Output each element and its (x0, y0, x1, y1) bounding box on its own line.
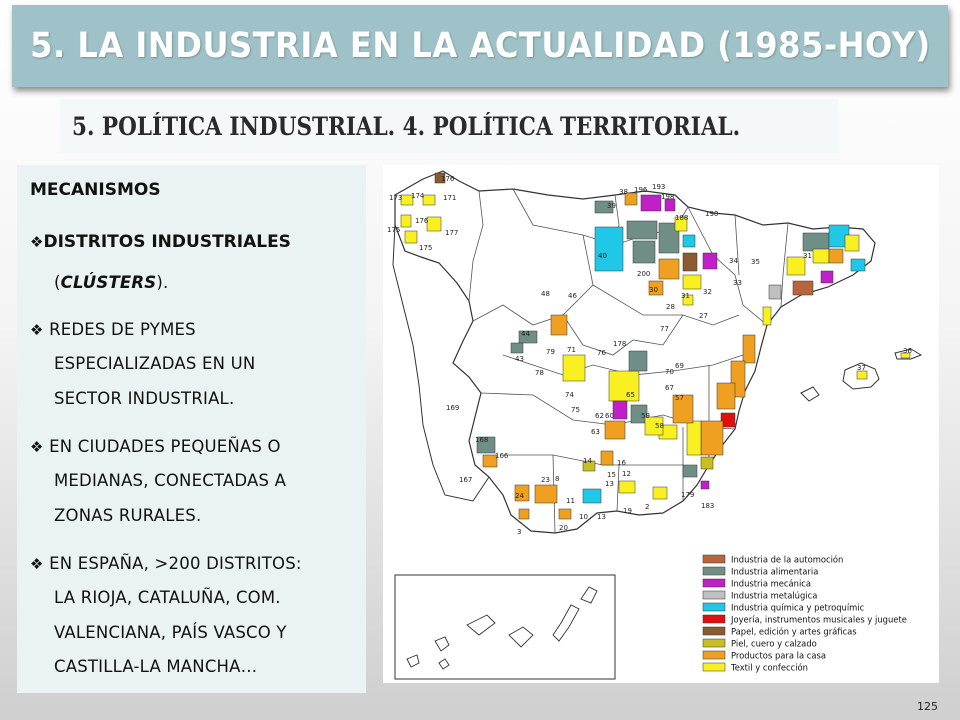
spain-line-2: LA RIOJA, CATALUÑA, COM. (54, 588, 281, 607)
legend-label: Industria de la automoción (731, 554, 844, 565)
district-label: 171 (443, 194, 457, 202)
bullet-small-cities (30, 437, 281, 456)
district-label: 59 (641, 412, 650, 420)
district-label: 16 (617, 459, 626, 467)
legend-label: Industria metalúgica (731, 590, 818, 601)
district-label: 13 (605, 480, 614, 488)
district-label: 15 (607, 471, 616, 479)
paren-open: ( (54, 273, 61, 292)
district-label: 188 (675, 214, 689, 222)
district-label: 176 (415, 217, 429, 225)
district-label: 166 (495, 452, 509, 460)
district-label: 175 (387, 226, 401, 234)
district-label: 198 (661, 193, 675, 201)
district-label: 57 (675, 394, 684, 402)
legend-label: Piel, cuero y calzado (731, 638, 817, 649)
district-label: 65 (626, 391, 635, 399)
district-label: 69 (675, 362, 684, 370)
district-label: 176 (441, 175, 455, 183)
legend-swatch (703, 591, 725, 599)
district-label: 31 (681, 292, 690, 300)
slide-title: 5. LA INDUSTRIA EN LA ACTUALIDAD (1985-HOY) (29, 26, 931, 66)
district-label: 39 (607, 202, 616, 210)
district-label: 60 (605, 412, 614, 420)
district-label: 34 (729, 257, 738, 265)
industrial-districts-map (383, 165, 939, 683)
spain-map-svg (383, 165, 939, 683)
legend-swatch (703, 555, 725, 563)
spain-line-4: CASTILLA-LA MANCHA… (54, 657, 258, 676)
district-label: 24 (515, 492, 524, 500)
legend-label: Productos para la casa (731, 650, 826, 661)
district-label: 33 (733, 279, 742, 287)
district-label: 36 (903, 347, 912, 355)
legend-swatch (703, 663, 725, 671)
slide-subtitle-bar (60, 99, 838, 153)
clusters-label: CLÚSTERS (60, 273, 157, 292)
diamond-bullet-icon: ❖ (30, 233, 44, 251)
diamond-bullet-icon: ❖ (30, 438, 44, 456)
district-label: 67 (665, 384, 674, 392)
district-label: 10 (579, 513, 588, 521)
district-label: 43 (515, 355, 524, 363)
bullet-industrial-districts (30, 232, 291, 252)
district-label: 20 (559, 524, 568, 532)
paren-close: ). (156, 273, 169, 292)
legend-label: Industria mecánica (731, 578, 812, 589)
sme-line-2: ESPECIALIZADAS EN UN (54, 354, 256, 373)
sme-line-1: REDES DE PYMES (49, 320, 196, 339)
district-label: 28 (666, 303, 675, 311)
district-label: 196 (634, 186, 648, 194)
legend-label: Industria química y petroquímic (731, 602, 865, 613)
bullet-spain-districts (30, 554, 302, 573)
ibiza-island (801, 387, 819, 401)
district-label: 3 (517, 528, 522, 536)
district-label: 177 (445, 229, 459, 237)
district-label: 46 (568, 292, 577, 300)
district-label: 58 (655, 422, 664, 430)
diamond-bullet-icon: ❖ (30, 555, 44, 573)
cities-line-3: ZONAS RURALES. (54, 506, 202, 525)
canary-islands-inset (395, 575, 615, 679)
district-label: 179 (681, 491, 695, 499)
cities-line-1: EN CIUDADES PEQUEÑAS O (49, 437, 281, 456)
page-number: 125 (917, 700, 938, 713)
legend-swatch (703, 603, 725, 611)
district-label: 200 (637, 270, 651, 278)
sme-line-3: SECTOR INDUSTRIAL. (54, 389, 235, 408)
industrial-districts-label: DISTRITOS INDUSTRIALES (43, 232, 291, 252)
district-label: 30 (649, 286, 658, 294)
slide-subtitle: 5. POLÍTICA INDUSTRIAL. 4. POLÍTICA TERRITORIAL. (72, 111, 741, 141)
mechanisms-heading: MECANISMOS (30, 180, 161, 200)
district-label: 175 (419, 244, 433, 252)
bullet-sme-networks (30, 320, 196, 339)
district-label: 62 (595, 412, 604, 420)
legend-swatch (703, 579, 725, 587)
legend-label: Textil y confección (731, 662, 808, 673)
district-label: 190 (705, 210, 719, 218)
district-label: 48 (541, 290, 550, 298)
district-label: 70 (665, 368, 674, 376)
district-label: 40 (598, 252, 607, 260)
district-label: 183 (701, 502, 715, 510)
cities-line-2: MEDIANAS, CONECTADAS A (54, 471, 287, 490)
spain-line-1: EN ESPAÑA, >200 DISTRITOS: (49, 554, 302, 573)
legend-swatch (703, 627, 725, 635)
district-label: 174 (411, 192, 425, 200)
district-label: 167 (459, 476, 473, 484)
district-label: 14 (583, 457, 592, 465)
legend-label: Papel, edición y artes gráficas (731, 626, 857, 637)
diamond-bullet-icon: ❖ (30, 321, 44, 339)
district-label: 75 (571, 406, 580, 414)
legend-swatch (703, 567, 725, 575)
district-label: 31 (803, 252, 812, 260)
district-label: 37 (857, 364, 866, 372)
district-label: 23 (541, 476, 550, 484)
district-label: 12 (622, 470, 631, 478)
legend-label: Industria alimentaria (731, 566, 819, 577)
district-label: 44 (521, 330, 530, 338)
district-label: 193 (652, 183, 666, 191)
mechanisms-panel (17, 165, 366, 693)
legend-swatch (703, 639, 725, 647)
legend-swatch (703, 651, 725, 659)
district-label: 173 (389, 194, 403, 202)
district-label: 71 (567, 346, 576, 354)
district-label: 35 (751, 258, 760, 266)
district-label: 78 (535, 369, 544, 377)
legend-swatch (703, 615, 725, 623)
district-label: 168 (475, 436, 489, 444)
district-label: 38 (619, 188, 628, 196)
district-label: 178 (613, 340, 627, 348)
slide-title-bar (12, 5, 948, 87)
mallorca-district (857, 371, 867, 379)
district-label: 19 (623, 507, 632, 515)
district-label: 32 (703, 288, 712, 296)
district-label: 11 (566, 497, 575, 505)
district-label: 169 (446, 404, 460, 412)
district-label: 13 (597, 513, 606, 521)
district-label: 74 (565, 391, 574, 399)
district-label: 8 (555, 475, 560, 483)
district-label: 77 (660, 325, 669, 333)
district-label: 76 (597, 349, 606, 357)
spain-line-3: VALENCIANA, PAÍS VASCO Y (54, 623, 287, 642)
district-label: 63 (591, 428, 600, 436)
legend-label: Joyería, instrumentos musicales y juguete (731, 614, 907, 625)
district-label: 79 (546, 348, 555, 356)
clusters-line (54, 273, 168, 292)
district-label: 27 (699, 312, 708, 320)
district-label: 2 (645, 503, 650, 511)
map-legend (703, 555, 907, 673)
